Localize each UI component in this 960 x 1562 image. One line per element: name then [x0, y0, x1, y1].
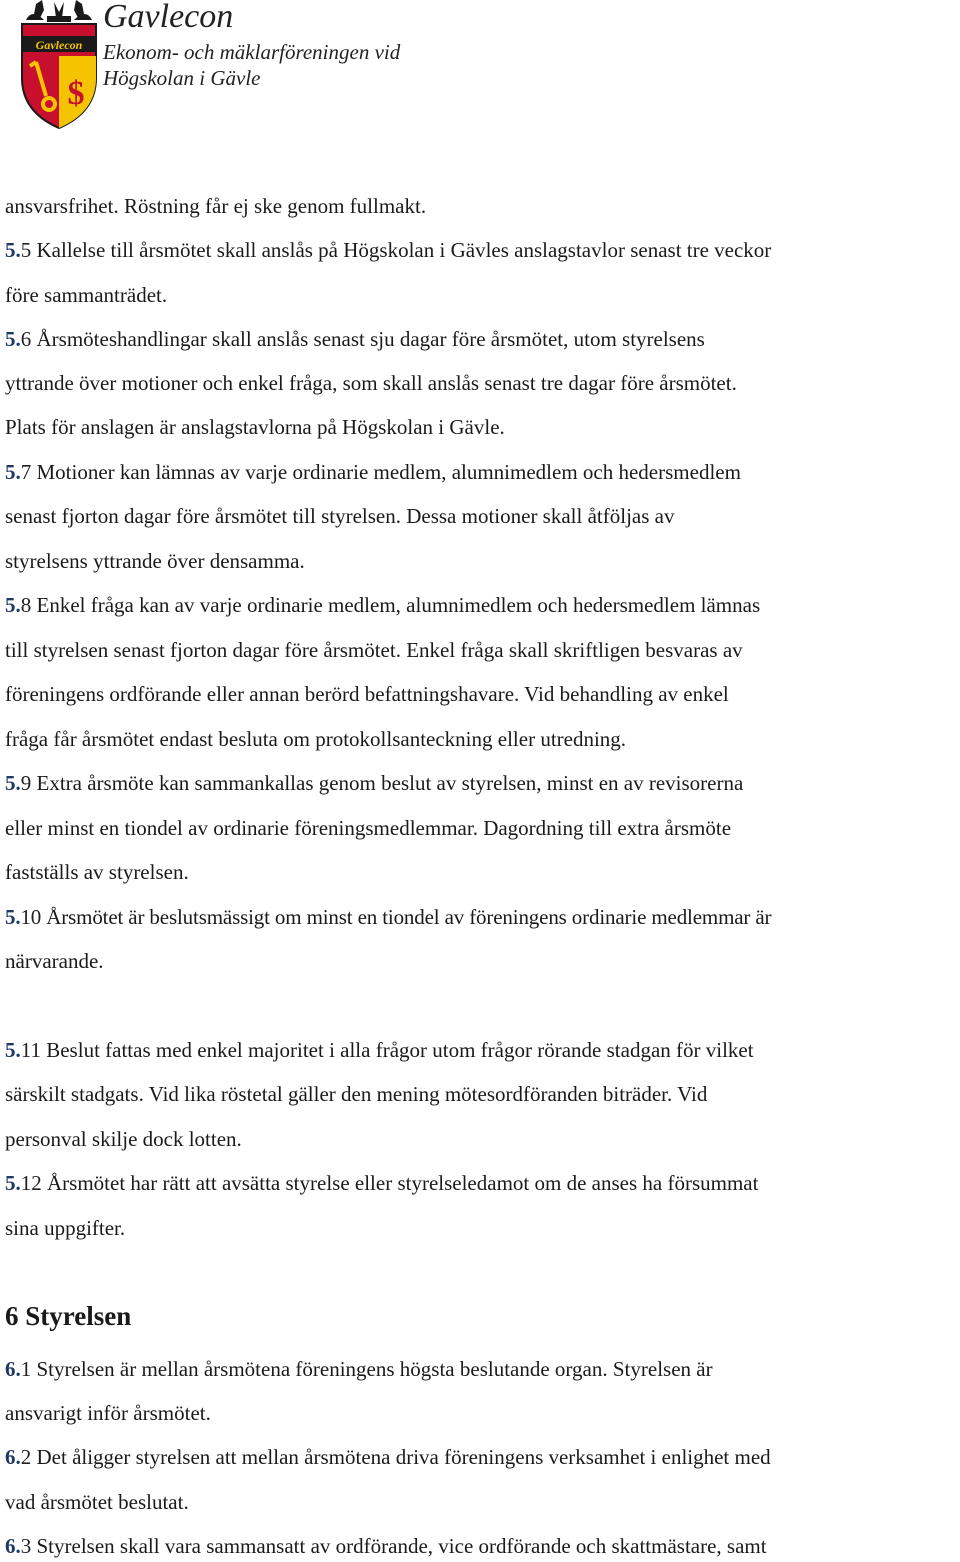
text-line: senast fjorton dagar före årsmötet till styrelsen. Dessa motioner skall åtföljas av	[5, 504, 675, 528]
text-line: före sammanträdet.	[5, 283, 168, 307]
clause-6-2: 6.2 Det åligger styrelsen att mellan årsmötena driva föreningens verksamhet i enlighet med	[5, 1445, 771, 1469]
brand-subtitle: Ekonom- och mäklarföreningen vid	[103, 40, 401, 64]
dollar-symbol: $	[67, 75, 85, 112]
clause-5-8: 5.8 Enkel fråga kan av varje ordinarie medlem, alumnimedlem och hedersmedlem lämnas	[5, 593, 761, 617]
text-line: föreningens ordförande eller annan berörd befattningshavare. Vid behandling av enkel	[5, 682, 729, 706]
text-line: ansvarigt inför årsmötet.	[5, 1401, 211, 1425]
text-line: vad årsmötet beslutat.	[5, 1490, 189, 1514]
clause-6-3: 6.3 Styrelsen skall vara sammansatt av ordförande, vice ordförande och skattmästare, samt	[5, 1534, 767, 1558]
text-line: sina uppgifter.	[5, 1216, 126, 1240]
brand-name: Gavlecon	[103, 0, 234, 35]
clause-5-11: 5.11 Beslut fattas med enkel majoritet i alla frågor utom frågor rörande stadgan för vilket	[5, 1038, 754, 1062]
text-line: personval skilje dock lotten.	[5, 1127, 242, 1151]
clause-5-5: 5.5 Kallelse till årsmötet skall anslås på Högskolan i Gävles anslagstavlor senast tre veckor	[5, 238, 772, 262]
clause-5-7: 5.7 Motioner kan lämnas av varje ordinarie medlem, alumnimedlem och hedersmedlem	[5, 460, 741, 484]
text-line: särskilt stadgats. Vid lika röstetal gäller den mening mötesordföranden biträder. Vid	[5, 1082, 708, 1106]
text-line: yttrande över motioner och enkel fråga, som skall anslås senast tre dagar före årsmötet.	[5, 371, 737, 395]
text-line: till styrelsen senast fjorton dagar före årsmötet. Enkel fråga skall skriftligen besvaras av	[5, 638, 743, 662]
text-line: fråga får årsmötet endast besluta om protokollsanteckning eller utredning.	[5, 727, 627, 751]
gavlecon-shield-logo	[14, 0, 104, 130]
clause-5-10: 5.10 Årsmötet är beslutsmässigt om minst en tiondel av föreningens ordinarie medlemmar är	[5, 905, 772, 929]
clause-5-6: 5.6 Årsmöteshandlingar skall anslås senast sju dagar före årsmötet, utom styrelsens	[5, 327, 705, 351]
text-line: fastställs av styrelsen.	[5, 860, 189, 884]
text-line: styrelsens yttrande över densamma.	[5, 549, 305, 573]
text-line: eller minst en tiondel av ordinarie föreningsmedlemmar. Dagordning till extra årsmöte	[5, 816, 732, 840]
clause-5-12: 5.12 Årsmötet har rätt att avsätta styrelse eller styrelseledamot om de anses ha försummat	[5, 1171, 759, 1195]
brand-subtitle-2: Högskolan i Gävle	[103, 66, 261, 90]
clause-5-9: 5.9 Extra årsmöte kan sammankallas genom beslut av styrelsen, minst en av revisorerna	[5, 771, 744, 795]
letterhead	[0, 0, 960, 140]
clause-6-1: 6.1 Styrelsen är mellan årsmötena föreningens högsta beslutande organ. Styrelsen är	[5, 1357, 713, 1381]
section-heading: 6 Styrelsen	[5, 1301, 132, 1331]
text-line: ansvarsfrihet. Röstning får ej ske genom fullmakt.	[5, 194, 427, 218]
text-line: närvarande.	[5, 949, 104, 973]
text-line: Plats för anslagen är anslagstavlorna på Högskolan i Gävle.	[5, 415, 505, 439]
logo-wordmark: Gavlecon	[35, 38, 83, 52]
